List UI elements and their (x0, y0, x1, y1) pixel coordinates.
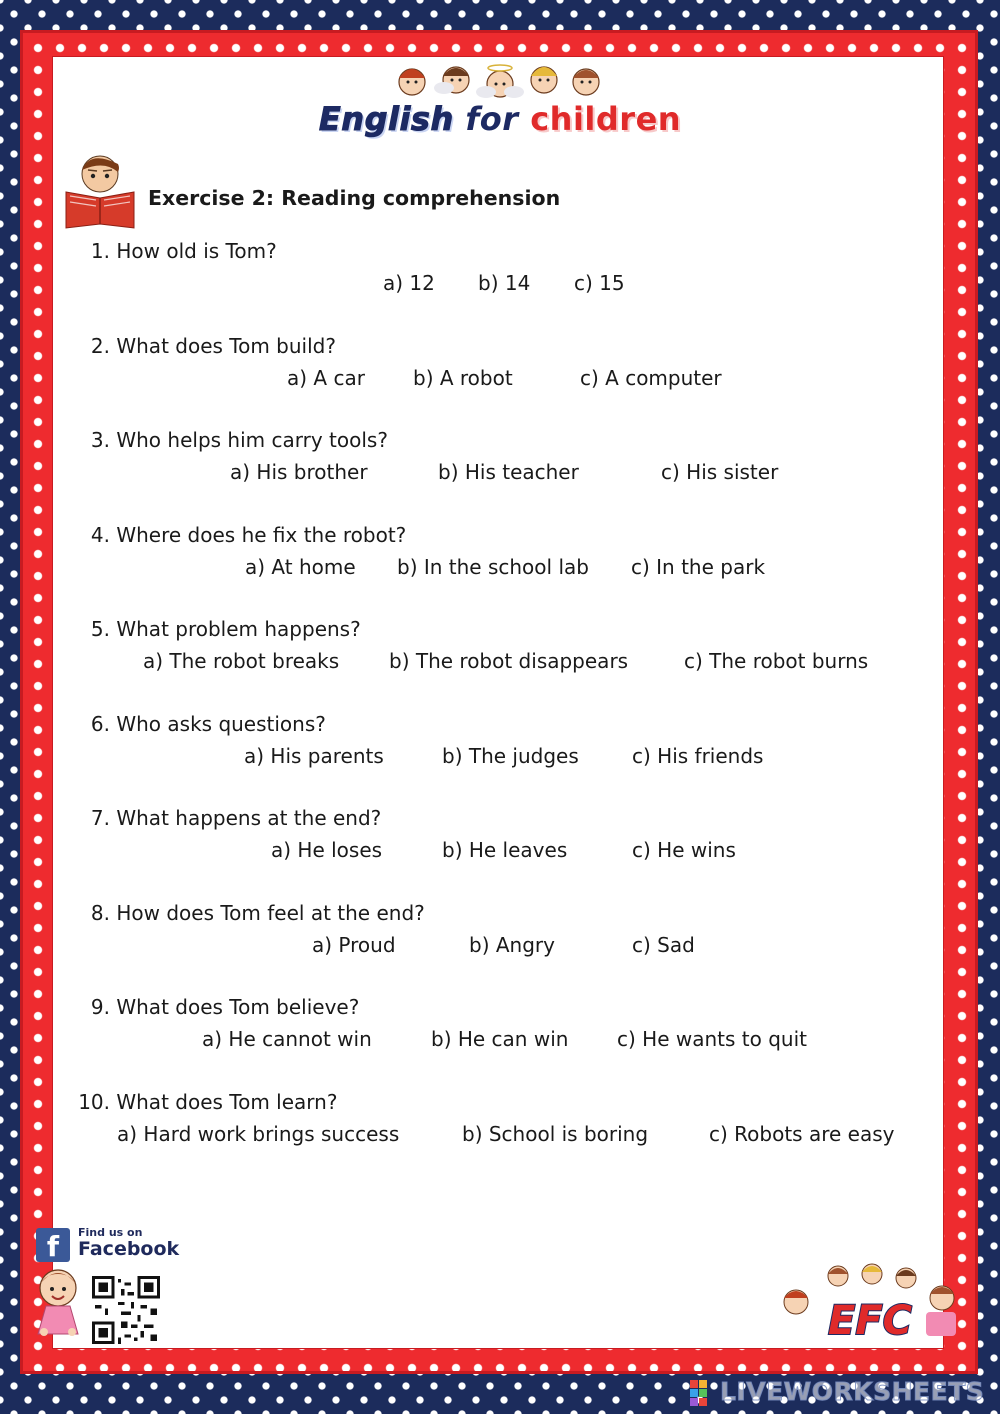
question-number: 5. (90, 617, 110, 641)
title-word-children: children (530, 100, 682, 138)
boy-reading-book-icon (60, 150, 142, 230)
efc-logo-image (776, 1262, 962, 1348)
question-number: 10. (78, 1090, 110, 1114)
option-a[interactable]: a) Proud (312, 933, 396, 957)
option-c[interactable]: c) In the park (631, 555, 766, 579)
option-b[interactable]: b) The robot disappears (389, 649, 629, 673)
question-text: Who asks questions? (116, 712, 326, 736)
efc-text: EFC (828, 1298, 913, 1344)
question-6 (72, 712, 372, 736)
option-c[interactable]: c) He wins (632, 838, 736, 862)
question-text: How does Tom feel at the end? (116, 901, 425, 925)
question-10 (72, 1090, 372, 1114)
question-4 (72, 523, 407, 547)
option-c[interactable]: c) 15 (574, 271, 625, 295)
option-c[interactable]: c) His friends (632, 744, 764, 768)
facebook-text: Facebook (78, 1238, 180, 1260)
question-number: 1. (90, 239, 110, 263)
option-c[interactable]: c) His sister (661, 460, 779, 484)
question-text: Where does he fix the robot? (116, 523, 407, 547)
option-a[interactable]: a) He cannot win (202, 1027, 372, 1051)
option-a[interactable]: a) 12 (383, 271, 435, 295)
site-title (310, 100, 690, 138)
question-text: What happens at the end? (116, 806, 382, 830)
option-b[interactable]: b) A robot (413, 366, 513, 390)
question-text: How old is Tom? (116, 239, 277, 263)
question-number: 3. (90, 428, 110, 452)
title-word-english: English (318, 100, 454, 138)
option-a[interactable]: a) His parents (244, 744, 384, 768)
question-8 (72, 901, 425, 925)
question-number: 4. (90, 523, 110, 547)
question-text: What does Tom learn? (116, 1090, 338, 1114)
question-2 (72, 334, 372, 358)
question-9 (72, 995, 372, 1019)
question-7 (72, 806, 382, 830)
option-a[interactable]: a) His brother (230, 460, 368, 484)
question-1 (72, 239, 372, 263)
girl-cartoon-image (24, 1262, 94, 1342)
exercise-title: Exercise 2: Reading comprehension (148, 186, 561, 210)
question-5 (72, 617, 372, 641)
option-c[interactable]: c) The robot burns (684, 649, 869, 673)
option-c[interactable]: c) A computer (580, 366, 722, 390)
option-b[interactable]: b) His teacher (438, 460, 579, 484)
option-c[interactable]: c) Sad (632, 933, 695, 957)
option-a[interactable]: a) At home (245, 555, 356, 579)
liveworksheets-logo-icon (690, 1380, 716, 1406)
question-number: 9. (90, 995, 110, 1019)
option-c[interactable]: c) He wants to quit (617, 1027, 807, 1051)
option-a[interactable]: a) A car (287, 366, 365, 390)
question-number: 8. (90, 901, 110, 925)
option-b[interactable]: b) He leaves (442, 838, 568, 862)
option-a[interactable]: a) Hard work brings success (117, 1122, 400, 1146)
option-b[interactable]: b) School is boring (462, 1122, 649, 1146)
watermark-text: LIVEWORKSHEETS (720, 1377, 985, 1406)
liveworksheets-watermark (690, 1376, 990, 1408)
option-a[interactable]: a) He loses (271, 838, 383, 862)
question-number: 7. (90, 806, 110, 830)
option-b[interactable]: b) Angry (469, 933, 555, 957)
option-b[interactable]: b) He can win (431, 1027, 569, 1051)
option-a[interactable]: a) The robot breaks (143, 649, 340, 673)
facebook-link[interactable] (36, 1226, 180, 1266)
qr-code-image (92, 1276, 160, 1344)
option-b[interactable]: b) The judges (442, 744, 579, 768)
question-number: 6. (90, 712, 110, 736)
question-text: What does Tom believe? (116, 995, 360, 1019)
option-b[interactable]: b) 14 (478, 271, 531, 295)
facebook-icon: f (36, 1228, 70, 1262)
title-word-for: for (465, 100, 519, 138)
question-text: What does Tom build? (116, 334, 336, 358)
option-c[interactable]: c) Robots are easy (709, 1122, 895, 1146)
option-b[interactable]: b) In the school lab (397, 555, 589, 579)
question-3 (72, 428, 388, 452)
question-number: 2. (90, 334, 110, 358)
question-text: What problem happens? (116, 617, 361, 641)
question-text: Who helps him carry tools? (116, 428, 388, 452)
find-us-text: Find us on (78, 1226, 143, 1239)
